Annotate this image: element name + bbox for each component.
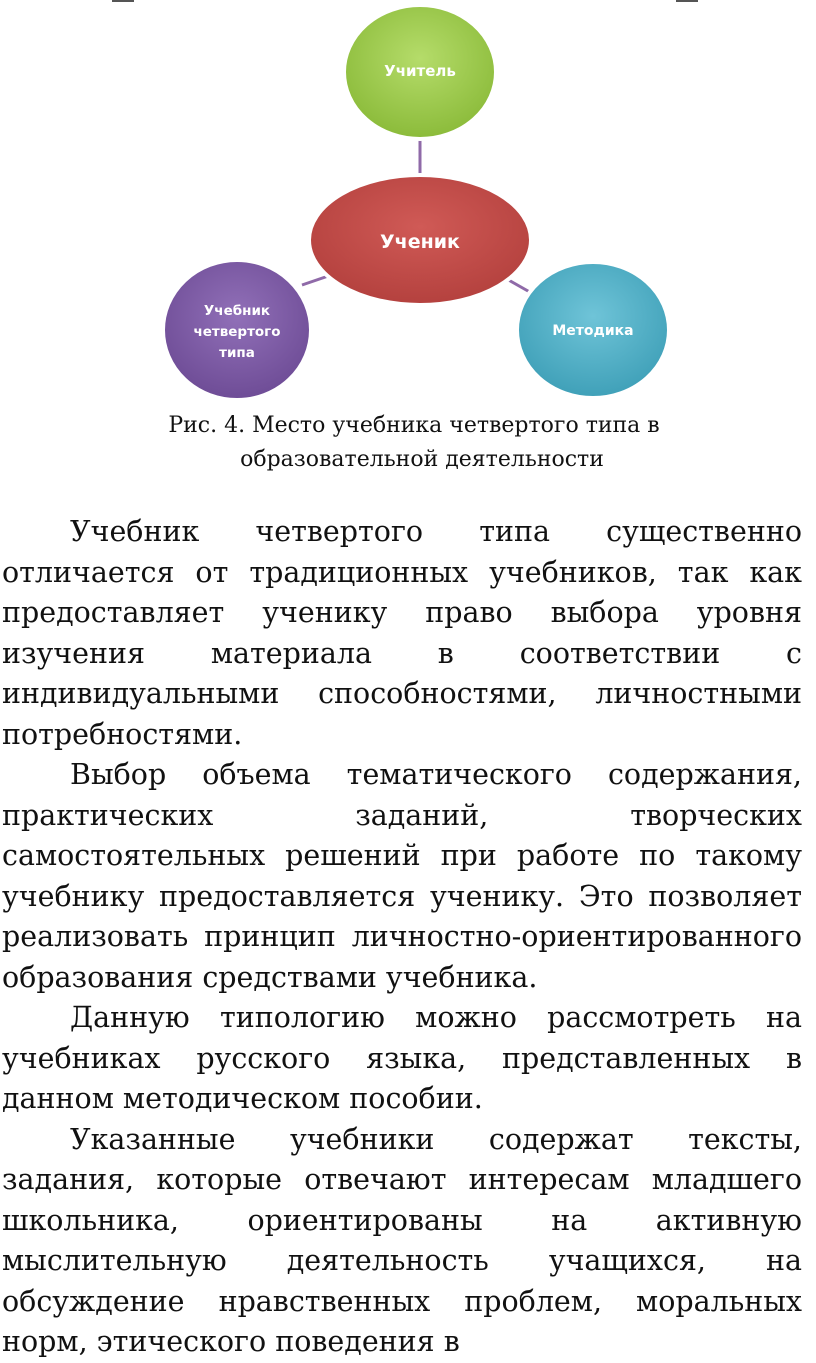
node-student-label: Ученик <box>380 231 460 253</box>
node-textbook-label-1: Учебник <box>203 303 271 319</box>
figure-caption <box>0 409 816 477</box>
node-teacher-label: Учитель <box>384 62 456 80</box>
node-teacher <box>344 5 496 139</box>
figure-caption-line-2: образовательной деятельности <box>240 447 604 472</box>
node-methodology <box>517 262 669 398</box>
paragraph <box>2 512 802 755</box>
node-textbook-label-2: четвертого <box>193 324 281 340</box>
paragraph <box>2 755 802 998</box>
paragraph <box>2 1120 802 1363</box>
node-textbook <box>163 260 311 400</box>
node-student <box>309 175 531 305</box>
figure-caption-line-1: Рис. 4. Место учебника четвертого типа в <box>168 413 660 438</box>
paragraph-text: Указанные учебники содержат тексты, задания, которые отвечают интересам младшего школьника, ориентированы на активную мыслительную деятельность учащихся, на обсуждение нравственных проблем, моральных норм, этического поведения в <box>2 1122 802 1358</box>
paragraph-text: Учебник четвертого типа существенно отличается от традиционных учебников, так как предоставляет ученику право выбора уровня изучения материала в соответствии с индивидуальными способностями, личностными потребностями. <box>2 515 802 751</box>
paragraph-text: Выбор объема тематического содержания, практических заданий, творческих самостоятельных решений при работе по такому учебнику предоставляется ученику. Это позволяет реализовать принцип личностно-ориентированного образования средствами учебника. <box>2 758 802 994</box>
relationship-diagram <box>0 0 816 400</box>
paragraph-text: Данную типологию можно рассмотреть на учебниках русского языка, представленных в данном методическом пособии. <box>2 1001 802 1115</box>
body-text <box>2 512 802 1363</box>
node-methodology-label: Методика <box>552 323 634 339</box>
paragraph <box>2 998 802 1120</box>
node-textbook-label-3: типа <box>219 345 255 361</box>
